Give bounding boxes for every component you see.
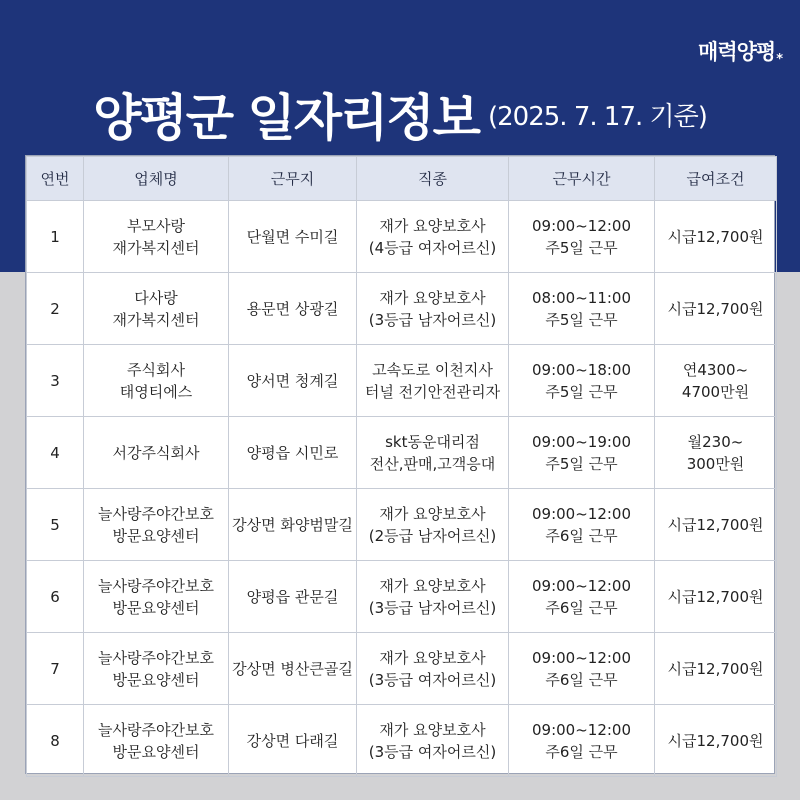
cell-location-line: 용문면 상광길 [246, 299, 339, 318]
cell-company-line: 부모사랑 [127, 216, 185, 235]
table-row [27, 201, 777, 273]
cell-hours [509, 489, 655, 561]
cell-job-line: skt동운대리점 [385, 432, 480, 451]
cell-pay-line: 월230~ [687, 432, 744, 451]
cell-job-line: 재가 요양보호사 [379, 216, 486, 235]
cell-no: 7 [27, 633, 84, 705]
cell-job [357, 633, 509, 705]
cell-pay [655, 273, 777, 345]
cell-job [357, 345, 509, 417]
cell-company [84, 705, 229, 777]
cell-company-line: 다사랑 [134, 288, 178, 307]
table-row [27, 489, 777, 561]
cell-job-line: 재가 요양보호사 [379, 288, 486, 307]
cell-no: 3 [27, 345, 84, 417]
cell-pay [655, 633, 777, 705]
cell-hours [509, 273, 655, 345]
cell-hours [509, 201, 655, 273]
table-header-row [27, 157, 777, 201]
cell-job-line: 재가 요양보호사 [379, 720, 486, 739]
cell-job-line: 재가 요양보호사 [379, 576, 486, 595]
cell-company [84, 489, 229, 561]
cell-company [84, 633, 229, 705]
cell-company-line: 방문요양센터 [112, 526, 200, 545]
cell-pay-line: 4700만원 [681, 382, 750, 401]
cell-company-line: 서강주식회사 [112, 443, 200, 462]
cell-company [84, 417, 229, 489]
job-table [26, 156, 777, 777]
title-main: 양평군 일자리정보 [93, 89, 479, 147]
cell-job-line: (4등급 여자어르신) [368, 238, 497, 257]
col-header-job: 직종 [357, 157, 509, 201]
cell-pay-line: 시급12,700원 [667, 515, 764, 534]
cell-hours-line: 09:00~18:00 [531, 360, 632, 379]
brand-logo [698, 36, 782, 67]
cell-job-line: (2등급 남자어르신) [368, 526, 497, 545]
cell-location-line: 단월면 수미길 [246, 227, 339, 246]
cell-pay-line: 시급12,700원 [667, 299, 764, 318]
cell-pay [655, 417, 777, 489]
cell-hours-line: 09:00~12:00 [531, 648, 632, 667]
cell-location [229, 561, 357, 633]
cell-hours-line: 주6일 근무 [545, 598, 618, 617]
cell-hours [509, 417, 655, 489]
cell-company [84, 273, 229, 345]
cell-location [229, 417, 357, 489]
table-row [27, 273, 777, 345]
cell-no: 8 [27, 705, 84, 777]
cell-job-line: (3등급 여자어르신) [368, 670, 497, 689]
cell-location [229, 633, 357, 705]
cell-pay [655, 489, 777, 561]
cell-job [357, 417, 509, 489]
cell-no: 4 [27, 417, 84, 489]
cell-company [84, 345, 229, 417]
cell-hours-line: 08:00~11:00 [531, 288, 632, 307]
cell-hours [509, 561, 655, 633]
cell-location [229, 489, 357, 561]
cell-company-line: 태영티에스 [119, 382, 193, 401]
cell-location-line: 양평읍 시민로 [246, 443, 339, 462]
table-row [27, 705, 777, 777]
cell-hours-line: 09:00~12:00 [531, 576, 632, 595]
cell-job-line: 재가 요양보호사 [379, 504, 486, 523]
cell-pay-line: 시급12,700원 [667, 587, 764, 606]
job-table-container [25, 155, 775, 774]
cell-location-line: 양평읍 관문길 [246, 587, 339, 606]
cell-hours-line: 09:00~12:00 [531, 216, 632, 235]
table-body [27, 201, 777, 777]
cell-pay-line: 300만원 [686, 454, 745, 473]
cell-pay-line: 시급12,700원 [667, 731, 764, 750]
cell-location [229, 201, 357, 273]
cell-hours-line: 주5일 근무 [545, 310, 618, 329]
cell-location-line: 양서면 청계길 [246, 371, 339, 390]
cell-company-line: 늘사랑주야간보호 [98, 720, 214, 739]
logo-text: 매력양평 [698, 40, 776, 64]
cell-company-line: 늘사랑주야간보호 [98, 504, 214, 523]
cell-location [229, 345, 357, 417]
cell-pay-line: 연4300~ [682, 360, 749, 379]
table-row [27, 633, 777, 705]
cell-job [357, 273, 509, 345]
page-title [0, 78, 800, 150]
cell-location-line: 강상면 다래길 [246, 731, 339, 750]
cell-company-line: 방문요양센터 [112, 742, 200, 761]
cell-hours-line: 09:00~19:00 [531, 432, 632, 451]
cell-pay [655, 345, 777, 417]
cell-location-line: 강상면 병산큰골길 [232, 659, 353, 678]
cell-hours-line: 주6일 근무 [545, 526, 618, 545]
table-row [27, 417, 777, 489]
cell-job-line: 재가 요양보호사 [379, 648, 486, 667]
cell-job [357, 705, 509, 777]
col-header-pay: 급여조건 [655, 157, 777, 201]
cell-hours-line: 주6일 근무 [545, 670, 618, 689]
cell-no: 6 [27, 561, 84, 633]
cell-location-line: 강상면 화양범말길 [232, 515, 353, 534]
cell-job-line: 전산,판매,고객응대 [369, 454, 496, 473]
cell-no: 2 [27, 273, 84, 345]
cell-pay [655, 705, 777, 777]
cell-company-line: 방문요양센터 [112, 670, 200, 689]
cell-job-line: (3등급 여자어르신) [368, 742, 497, 761]
cell-hours [509, 345, 655, 417]
cell-company-line: 늘사랑주야간보호 [98, 648, 214, 667]
cell-no: 5 [27, 489, 84, 561]
cell-job-line: (3등급 남자어르신) [368, 598, 497, 617]
cell-job [357, 489, 509, 561]
col-header-location: 근무지 [229, 157, 357, 201]
table-row [27, 561, 777, 633]
cell-hours-line: 주6일 근무 [545, 742, 618, 761]
col-header-company: 업체명 [84, 157, 229, 201]
cell-hours [509, 633, 655, 705]
col-header-no: 연번 [27, 157, 84, 201]
cell-hours-line: 09:00~12:00 [531, 720, 632, 739]
cell-job-line: 터널 전기안전관리자 [364, 382, 501, 401]
cell-company-line: 방문요양센터 [112, 598, 200, 617]
cell-hours-line: 주5일 근무 [545, 382, 618, 401]
cell-company-line: 주식회사 [127, 360, 185, 379]
cell-hours-line: 주5일 근무 [545, 238, 618, 257]
title-date: (2025. 7. 17. 기준) [488, 101, 707, 132]
cell-pay [655, 561, 777, 633]
cell-no: 1 [27, 201, 84, 273]
cell-job [357, 201, 509, 273]
cell-job-line: 고속도로 이천지사 [372, 360, 493, 379]
cell-location [229, 705, 357, 777]
logo-star-icon: * [776, 52, 782, 67]
cell-job [357, 561, 509, 633]
cell-company-line: 재가복지센터 [112, 238, 200, 257]
cell-pay-line: 시급12,700원 [667, 227, 764, 246]
cell-job-line: (3등급 남자어르신) [368, 310, 497, 329]
cell-company-line: 재가복지센터 [112, 310, 200, 329]
cell-company-line: 늘사랑주야간보호 [98, 576, 214, 595]
cell-company [84, 561, 229, 633]
col-header-hours: 근무시간 [509, 157, 655, 201]
cell-pay-line: 시급12,700원 [667, 659, 764, 678]
cell-company [84, 201, 229, 273]
cell-location [229, 273, 357, 345]
cell-hours-line: 주5일 근무 [545, 454, 618, 473]
cell-hours-line: 09:00~12:00 [531, 504, 632, 523]
table-row [27, 345, 777, 417]
cell-pay [655, 201, 777, 273]
cell-hours [509, 705, 655, 777]
